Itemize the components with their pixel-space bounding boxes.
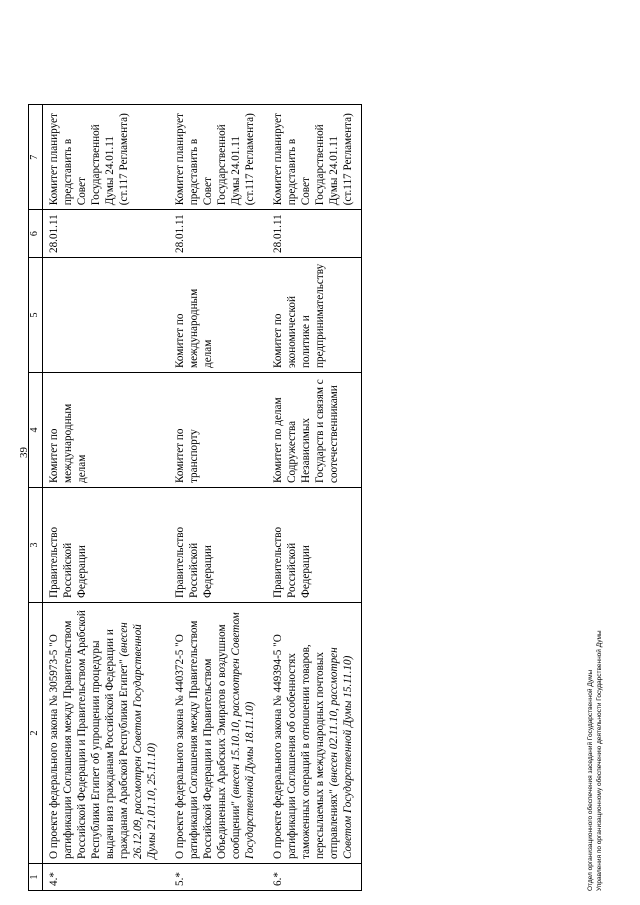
co-committee-cell: Комитет по экономической политике и предпринимательству — [263, 258, 362, 373]
initiator-cell: Правительство Российской Федерации — [42, 488, 165, 603]
bill-cell — [263, 603, 362, 864]
date-cell: 28.01.11 — [42, 210, 165, 258]
co-committee-cell — [42, 258, 165, 373]
committee-cell: Комитет по международным делам — [42, 373, 165, 488]
bill-note: (внесен 02.11.10, рассмотрен Советом Государственной Думы 15.11.10) — [327, 647, 354, 859]
bill-note: (внесен 15.10.10, рассмотрен Советом Государственной Думы 18.11.10) — [229, 612, 256, 859]
committee-cell: Комитет по транспорту — [165, 373, 263, 488]
col-header-5: 5 — [29, 258, 43, 373]
footer-line-1: Отдел организационного обеспечения заседаний Государственной Думы — [587, 669, 594, 891]
bills-table — [28, 104, 362, 891]
committee-cell: Комитет по делам Содружества Независимых Государств и связям с соотечественниками — [263, 373, 362, 488]
date-cell: 28.01.11 — [263, 210, 362, 258]
table-row — [165, 105, 263, 891]
footer — [586, 630, 604, 891]
footer-line-2: Управления по организационному обеспечению деятельности Государственной Думы — [596, 630, 604, 891]
row-number: 6.* — [263, 864, 362, 891]
header-row — [29, 105, 43, 891]
bill-title: О проекте федерального закона № 449394-5 "О ратификации Соглашения об особенностях таможенных операций в отношении товаров, пересылаемых в международных почтовых отправлениях" — [271, 634, 340, 859]
decision-cell: Комитет планирует представить в Совет Государственной Думы 24.01.11 (ст.117 Регламента) — [42, 105, 165, 210]
table-row — [42, 105, 165, 891]
bill-cell — [42, 603, 165, 864]
date-cell: 28.01.11 — [165, 210, 263, 258]
decision-cell: Комитет планирует представить в Совет Государственной Думы 24.01.11 (ст.117 Регламента) — [165, 105, 263, 210]
co-committee-cell: Комитет по международным делам — [165, 258, 263, 373]
bill-cell — [165, 603, 263, 864]
col-header-3: 3 — [29, 488, 43, 603]
decision-cell: Комитет планирует представить в Совет Государственной Думы 24.01.11 (ст.117 Регламента) — [263, 105, 362, 210]
col-header-6: 6 — [29, 210, 43, 258]
col-header-1: 1 — [29, 864, 43, 891]
page-number: 39 — [18, 447, 30, 458]
row-number: 4.* — [42, 864, 165, 891]
col-header-4: 4 — [29, 373, 43, 488]
bill-title: О проекте федерального закона № 440372-5 "О ратификации Соглашения между Правительством Российской Федерации и Правительством Объединенных Арабских Эмиратов о воздушном сообщении" — [173, 620, 242, 859]
row-number: 5.* — [165, 864, 263, 891]
initiator-cell: Правительство Российской Федерации — [263, 488, 362, 603]
col-header-2: 2 — [29, 603, 43, 864]
bill-note: (внесен 26.12.09, рассмотрен Советом Государственной Думы 21.01.10, 25.11.10) — [117, 622, 158, 859]
table-row — [263, 105, 362, 891]
col-header-7: 7 — [29, 105, 43, 210]
initiator-cell: Правительство Российской Федерации — [165, 488, 263, 603]
bill-title: О проекте федерального закона № 305973-5 "О ратификации Соглашения между Правительством Российской Федерации и Правительством Арабской Республики Египет об упрощении процедуры выдачи виз гражданам Российской Федерации и гражданам Арабской Республики Египет" — [47, 610, 130, 859]
